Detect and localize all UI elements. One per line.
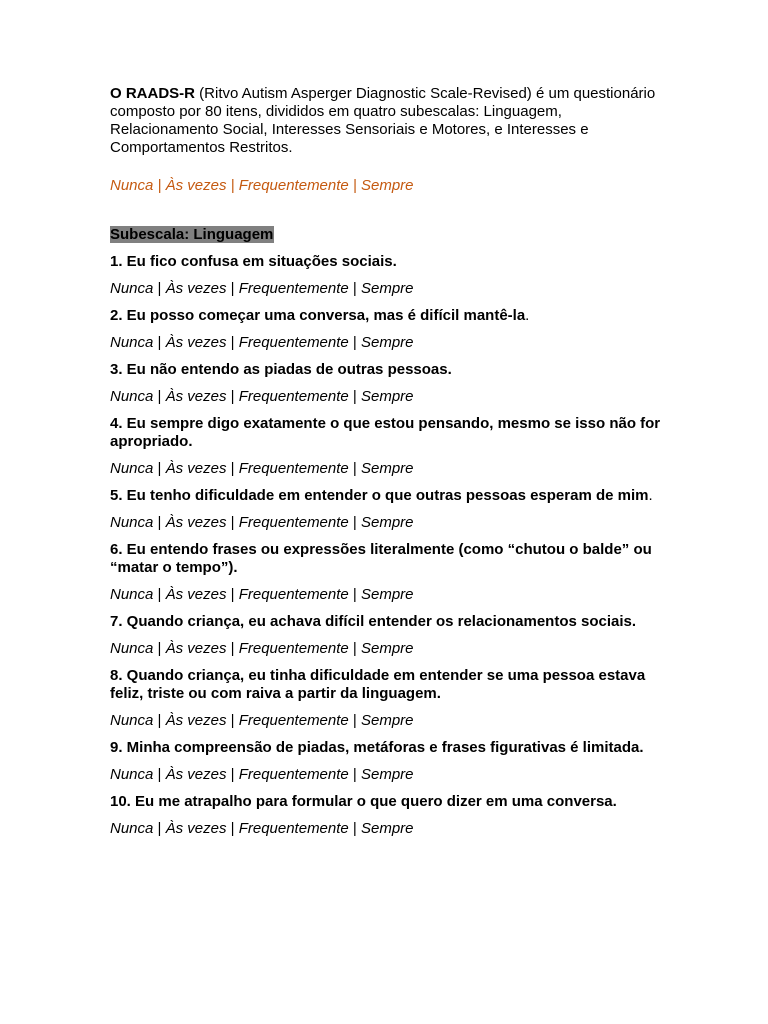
scale-separator: | xyxy=(348,640,361,657)
response-options xyxy=(110,586,670,604)
scale-option: Nunca xyxy=(110,177,154,194)
question-text xyxy=(110,613,670,631)
question-list xyxy=(110,253,670,838)
scale-separator: | xyxy=(153,586,166,603)
scale-option: Frequentemente xyxy=(238,388,349,405)
response-options xyxy=(110,766,670,784)
scale-separator: | xyxy=(153,280,166,297)
intro-bold-term: O RAADS-R xyxy=(110,85,195,102)
scale-option: Às vezes xyxy=(165,388,227,405)
scale-option: Nunca xyxy=(110,712,154,729)
scale-option: Nunca xyxy=(110,514,154,531)
scale-separator: | xyxy=(153,712,166,729)
scale-separator: | xyxy=(226,640,239,657)
scale-option: Frequentemente xyxy=(238,712,349,729)
response-options xyxy=(110,280,670,298)
response-scale-legend xyxy=(110,177,670,195)
scale-option: Nunca xyxy=(110,766,154,783)
question-item xyxy=(110,613,670,658)
scale-option: Frequentemente xyxy=(238,334,349,351)
question-label: 6. Eu entendo frases ou expressões literalmente (como “chutou o balde” ou “matar o tempo”). xyxy=(110,541,652,576)
question-label: 5. Eu tenho dificuldade em entender o que outras pessoas esperam de mim xyxy=(110,487,649,504)
scale-option: Frequentemente xyxy=(238,766,349,783)
scale-option: Nunca xyxy=(110,586,154,603)
scale-separator: | xyxy=(153,177,166,194)
question-text xyxy=(110,739,670,757)
question-label: 4. Eu sempre digo exatamente o que estou pensando, mesmo se isso não for apropriado. xyxy=(110,415,661,450)
scale-separator: | xyxy=(153,388,166,405)
document-page xyxy=(110,85,670,838)
question-label: 8. Quando criança, eu tinha dificuldade em entender se uma pessoa estava feliz, triste ou com raiva a partir da linguagem. xyxy=(110,667,646,702)
question-text xyxy=(110,415,670,451)
question-label: 2. Eu posso começar uma conversa, mas é difícil mantê-la xyxy=(110,307,526,324)
response-options xyxy=(110,334,670,352)
scale-option: Frequentemente xyxy=(238,514,349,531)
scale-option: Nunca xyxy=(110,280,154,297)
question-item xyxy=(110,541,670,604)
intro-paragraph xyxy=(110,85,670,157)
scale-option: Sempre xyxy=(361,820,414,837)
question-item xyxy=(110,739,670,784)
question-tail: . xyxy=(648,487,653,504)
scale-option: Às vezes xyxy=(165,460,227,477)
response-options xyxy=(110,640,670,658)
scale-option: Frequentemente xyxy=(238,820,349,837)
response-options xyxy=(110,820,670,838)
scale-option: Nunca xyxy=(110,460,154,477)
scale-option: Às vezes xyxy=(165,766,227,783)
response-options xyxy=(110,388,670,406)
scale-option: Sempre xyxy=(361,640,414,657)
scale-separator: | xyxy=(348,177,361,194)
question-item xyxy=(110,487,670,532)
scale-separator: | xyxy=(226,460,239,477)
scale-separator: | xyxy=(226,712,239,729)
scale-option: Às vezes xyxy=(165,640,227,657)
response-options xyxy=(110,712,670,730)
scale-option: Frequentemente xyxy=(238,586,349,603)
scale-option: Sempre xyxy=(361,586,414,603)
scale-option: Sempre xyxy=(361,177,414,194)
question-label: 10. Eu me atrapalho para formular o que quero dizer em uma conversa. xyxy=(110,793,617,810)
scale-option: Sempre xyxy=(361,766,414,783)
scale-separator: | xyxy=(348,514,361,531)
scale-separator: | xyxy=(153,766,166,783)
scale-option: Nunca xyxy=(110,388,154,405)
scale-option: Às vezes xyxy=(165,820,227,837)
intro-text: (Ritvo Autism Asperger Diagnostic Scale-Revised) é um questionário composto por 80 itens, divididos em quatro subescalas: Linguagem, Relacionamento Social, Interesses Sensoriais e Motores, e Interesses e Comportamentos Restritos. xyxy=(110,85,656,156)
scale-separator: | xyxy=(226,388,239,405)
question-text xyxy=(110,667,670,703)
question-text xyxy=(110,307,670,325)
scale-separator: | xyxy=(348,460,361,477)
question-label: 3. Eu não entendo as piadas de outras pessoas. xyxy=(110,361,452,378)
scale-separator: | xyxy=(348,388,361,405)
scale-separator: | xyxy=(348,766,361,783)
scale-option: Frequentemente xyxy=(238,640,349,657)
question-text xyxy=(110,253,670,271)
scale-option: Frequentemente xyxy=(238,280,349,297)
scale-separator: | xyxy=(153,514,166,531)
question-label: 7. Quando criança, eu achava difícil entender os relacionamentos sociais. xyxy=(110,613,637,630)
scale-option: Às vezes xyxy=(165,334,227,351)
scale-separator: | xyxy=(153,640,166,657)
scale-option: Sempre xyxy=(361,712,414,729)
question-tail: . xyxy=(525,307,530,324)
scale-option: Sempre xyxy=(361,280,414,297)
scale-option: Frequentemente xyxy=(238,460,349,477)
question-item xyxy=(110,253,670,298)
scale-separator: | xyxy=(348,586,361,603)
scale-option: Sempre xyxy=(361,334,414,351)
scale-separator: | xyxy=(226,280,239,297)
question-text xyxy=(110,541,670,577)
question-text xyxy=(110,361,670,379)
scale-option: Sempre xyxy=(361,460,414,477)
scale-option: Sempre xyxy=(361,514,414,531)
question-text xyxy=(110,487,670,505)
scale-separator: | xyxy=(153,820,166,837)
scale-option: Às vezes xyxy=(165,712,227,729)
scale-separator: | xyxy=(226,334,239,351)
question-label: 1. Eu fico confusa em situações sociais. xyxy=(110,253,397,270)
scale-separator: | xyxy=(226,514,239,531)
scale-option: Nunca xyxy=(110,820,154,837)
scale-option: Nunca xyxy=(110,334,154,351)
scale-separator: | xyxy=(226,820,239,837)
question-item xyxy=(110,361,670,406)
scale-option: Às vezes xyxy=(165,586,227,603)
scale-separator: | xyxy=(348,334,361,351)
subscale-heading xyxy=(110,226,670,244)
scale-option: Sempre xyxy=(361,388,414,405)
scale-option: Nunca xyxy=(110,640,154,657)
scale-separator: | xyxy=(348,820,361,837)
question-item xyxy=(110,667,670,730)
scale-separator: | xyxy=(226,766,239,783)
scale-separator: | xyxy=(226,586,239,603)
scale-option: Às vezes xyxy=(165,177,227,194)
subscale-title: Subescala: Linguagem xyxy=(110,226,274,243)
response-options xyxy=(110,460,670,478)
scale-option: Às vezes xyxy=(165,514,227,531)
question-item xyxy=(110,793,670,838)
scale-separator: | xyxy=(348,280,361,297)
question-text xyxy=(110,793,670,811)
question-label: 9. Minha compreensão de piadas, metáforas e frases figurativas é limitada. xyxy=(110,739,644,756)
scale-option: Frequentemente xyxy=(238,177,349,194)
scale-separator: | xyxy=(153,460,166,477)
scale-separator: | xyxy=(153,334,166,351)
question-item xyxy=(110,307,670,352)
scale-separator: | xyxy=(226,177,239,194)
scale-separator: | xyxy=(348,712,361,729)
scale-option: Às vezes xyxy=(165,280,227,297)
response-options xyxy=(110,514,670,532)
question-item xyxy=(110,415,670,478)
